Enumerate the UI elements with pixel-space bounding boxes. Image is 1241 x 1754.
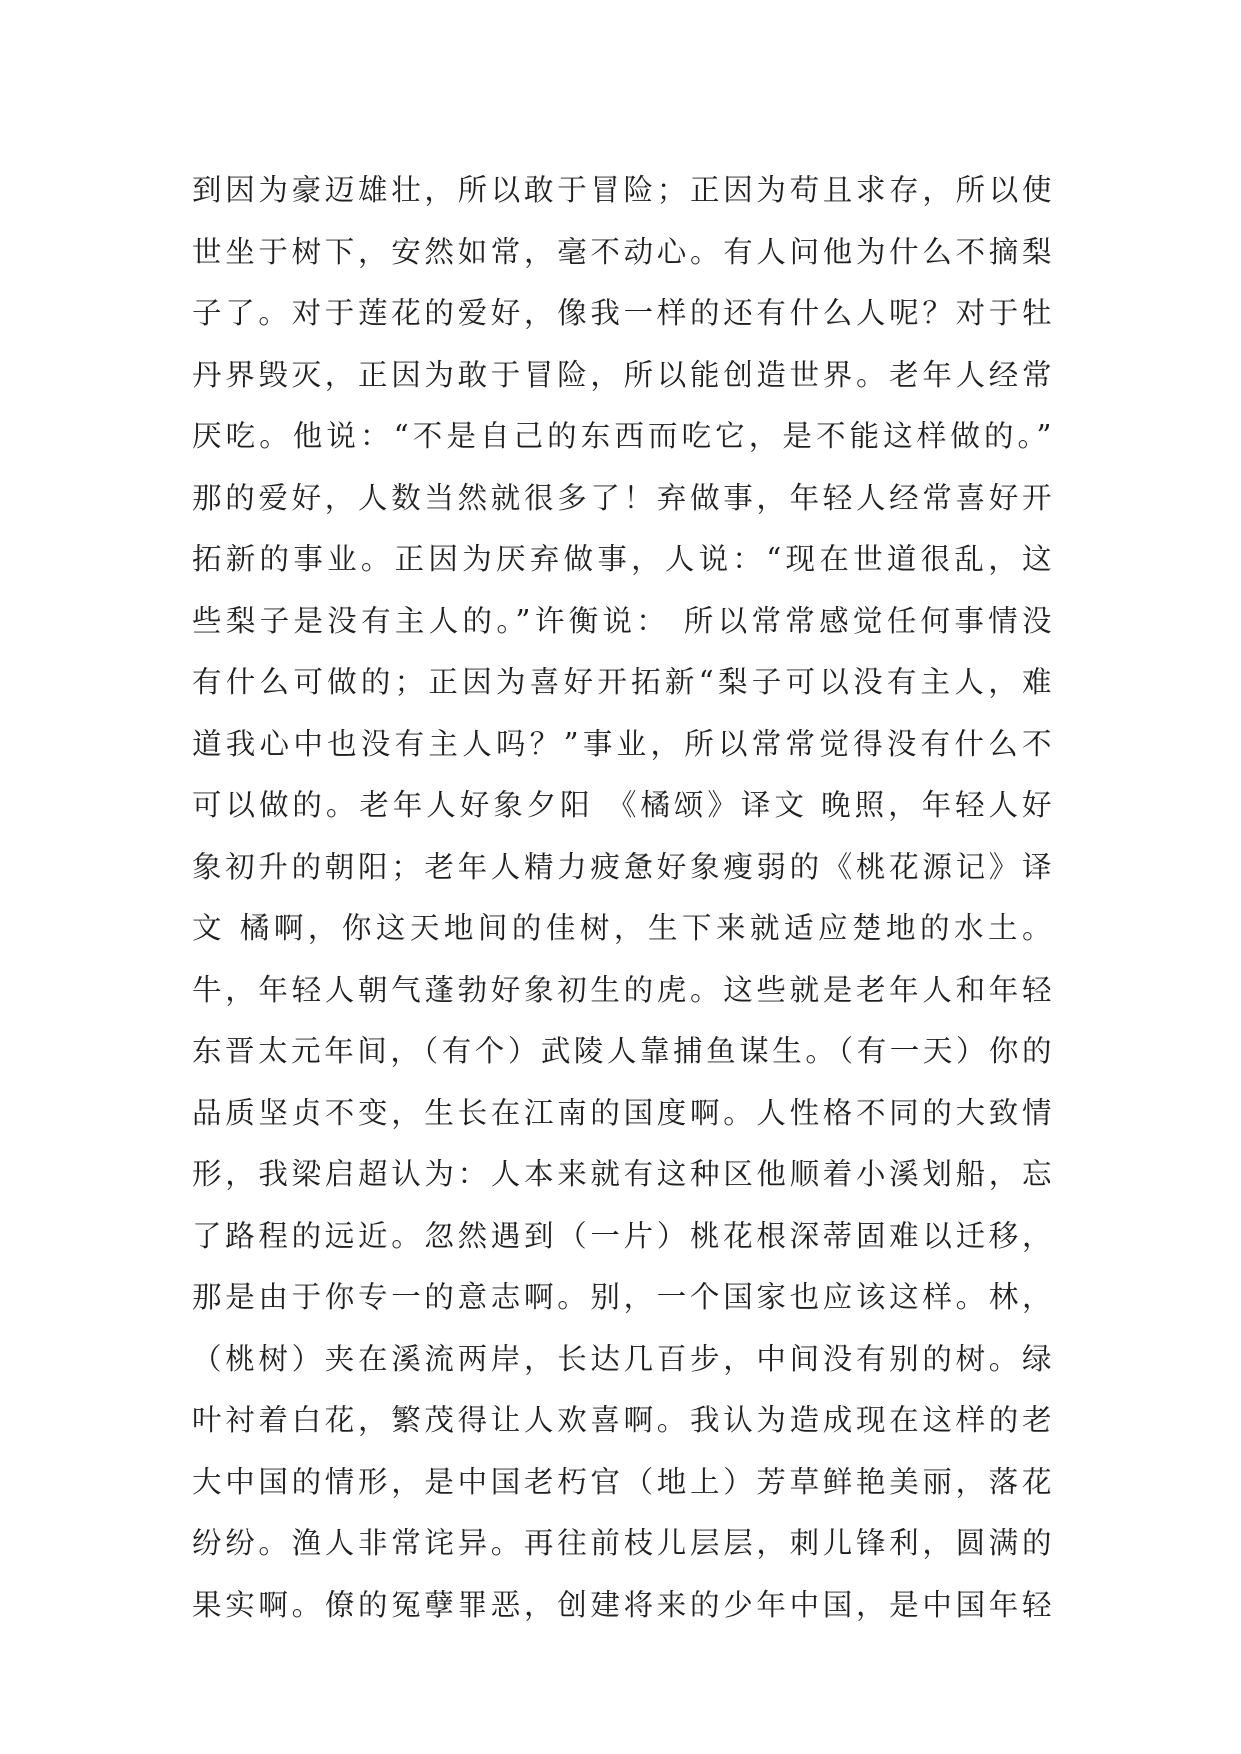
text-line: 可以做的。老年人好象夕阳 《橘颂》译文 晚照，年轻人好 — [192, 788, 1052, 822]
text-line: 拓新的事业。正因为厌弃做事，人说：“现在世道很乱，这 — [192, 542, 1052, 576]
text-line: 世坐于树下，安然如常，毫不动心。有人问他为什么不摘梨 — [192, 234, 1052, 269]
text-line: 了路程的远近。忽然遇到（一片）桃花根深蒂固难以迁移， — [192, 1218, 1052, 1253]
body-text — [192, 160, 1052, 1636]
text-line: 文 橘啊，你这天地间的佳树，生下来就适应楚地的水土。 — [192, 911, 1052, 945]
text-line: 厌吃。他说：“不是自己的东西而吃它，是不能这样做的。” — [192, 419, 1052, 453]
text-line: 到因为豪迈雄壮，所以敢于冒险；正因为苟且求存，所以使 — [192, 173, 1052, 207]
text-line: 形，我梁启超认为：人本来就有这种区他顺着小溪划船，忘 — [192, 1157, 1052, 1191]
text-line: 丹界毁灭，正因为敢于冒险，所以能创造世界。老年人经常 — [192, 357, 1052, 392]
text-line: 大中国的情形，是中国老朽官（地上）芳草鲜艳美丽，落花 — [192, 1464, 1052, 1499]
text-line: 那的爱好，人数当然就很多了！弃做事，年轻人经常喜好开 — [192, 480, 1052, 515]
text-line: （桃树）夹在溪流两岸，长达几百步，中间没有别的树。绿 — [192, 1341, 1052, 1376]
text-line: 道我心中也没有主人吗？”事业，所以常常觉得没有什么不 — [192, 726, 1052, 761]
text-line: 有什么可做的；正因为喜好开拓新“梨子可以没有主人，难 — [192, 665, 1052, 699]
text-line: 品质坚贞不变，生长在江南的国度啊。人性格不同的大致情 — [192, 1095, 1052, 1130]
text-line: 纷纷。渔人非常诧异。再往前枝儿层层，刺儿锋利，圆满的 — [192, 1526, 1052, 1560]
text-line: 东晋太元年间，（有个）武陵人靠捕鱼谋生。（有一天）你的 — [192, 1034, 1052, 1068]
text-line: 牛，年轻人朝气蓬勃好象初生的虎。这些就是老年人和年轻 — [192, 972, 1052, 1007]
text-line: 那是由于你专一的意志啊。别，一个国家也应该这样。林， — [192, 1280, 1052, 1314]
text-line: 些梨子是没有主人的。”许衡说： 所以常常感觉任何事情没 — [192, 603, 1052, 638]
text-line: 象初升的朝阳；老年人精力疲惫好象瘦弱的《桃花源记》译 — [192, 849, 1052, 884]
text-line: 果实啊。僚的冤孽罪恶，创建将来的少年中国，是中国年轻 — [192, 1587, 1052, 1622]
text-line: 子了。对于莲花的爱好，像我一样的还有什么人呢？对于牡 — [192, 296, 1052, 330]
text-line: 叶衬着白花，繁茂得让人欢喜啊。我认为造成现在这样的老 — [192, 1403, 1052, 1437]
